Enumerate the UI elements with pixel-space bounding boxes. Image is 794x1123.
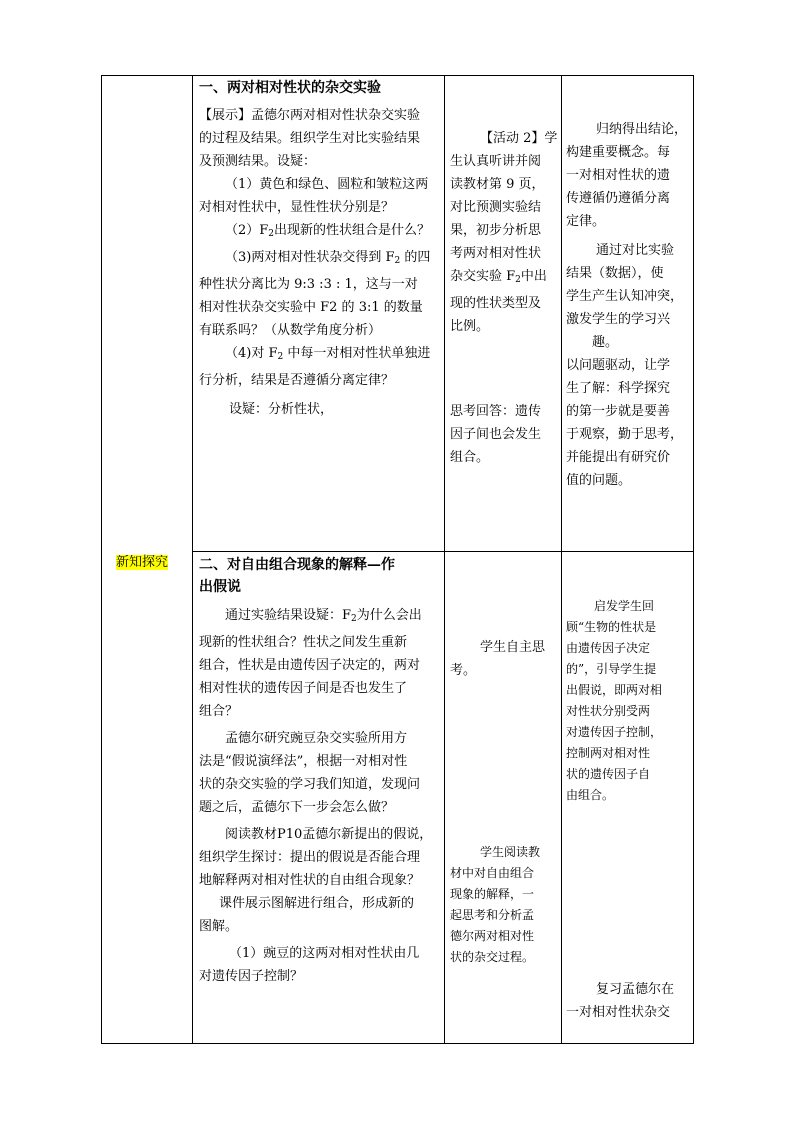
student-line: 读教材第 9 页， [450,177,545,192]
part1-heading: 一、两对相对性状的杂交实验 [199,80,381,96]
part2-student-cell [450,636,560,976]
section-label-cell [116,551,186,571]
teacher-line: 现新的性状组合？性状之间发生重新 [199,635,408,650]
student-line: 材中对自由组合 [450,866,535,880]
teacher-line: 法是“假说演绎法”，根据一对相对性 [199,754,408,769]
intent-line: 结果（数据），使 [566,266,664,281]
teacher-line: 对遗传因子控制？ [199,969,304,984]
student-line: 学生自主思 [480,640,546,655]
intent-line: 学生产生认知冲突， [566,289,684,304]
student-line: 考两对相对性状 [450,246,542,261]
intent-line: 状的遗传因子自 [566,767,651,781]
intent-line: 由遗传因子决定 [566,641,651,655]
student-line: 【活动 2】学 [480,131,558,146]
teacher-line: 地解释两对相对性状的自由组合现象？ [199,873,421,888]
intent-line: 以问题驱动，让学 [566,358,671,373]
part2-heading: 二、对自由组合现象的解释—作 [199,557,395,573]
intent-line: 生了解：科学探究 [566,381,671,396]
intent-line: 的第一步就是要善 [566,404,671,419]
intent-line: 由组合。 [566,788,615,802]
table-top-border [101,75,694,76]
student-line: 生认真听讲并阅 [450,154,542,169]
intent-line: 构建重要概念。每 [566,145,671,160]
teacher-line: 组合，性状是由遗传因子决定的，两对 [199,658,421,673]
intent-line: 的”，引导学生提 [566,662,657,676]
intent-line: 并能提出有研究价 [566,450,671,465]
student-line: 因子间也会发生 [450,427,542,442]
teacher-line: 通过实验结果设疑：$F_2$为什么会出 [225,608,422,624]
teacher-line: 对相对性状中，显性性状分别是？ [199,200,395,215]
intent-line: 对遗传因子控制， [566,725,663,739]
column-divider-3 [561,75,562,1044]
teacher-line: 状的杂交实验的学习我们知道，发现问 [199,777,421,792]
teacher-line: 有联系吗？（从数学角度分析） [199,323,382,338]
student-line: 组合。 [450,450,490,465]
row-divider [192,551,694,552]
part2-heading: 出假说 [199,579,241,595]
intent-line: 一对相对性状的遗 [566,168,671,183]
intent-line: 激发学生的学习兴 [566,312,671,327]
intent-line: 于观察，勤于思考， [566,427,684,442]
teacher-line: 种性状分离比为 9:3 :3 : 1，这与一对 [199,277,418,292]
student-line: 比例。 [450,319,490,334]
student-line: 对比预测实验结 [450,200,542,215]
student-line: 思考回答：遗传 [450,404,542,419]
teacher-line: 组织学生探讨：提出的假说是否能合理 [199,850,421,865]
student-line: 杂交实验 $F_2$中出 [450,269,547,285]
intent-line: 控制两对相对性 [566,746,651,760]
intent-line: 定律。 [566,214,606,229]
table-bottom-border [101,1043,694,1044]
part1-student-cell [450,127,560,507]
part1-teacher-cell [199,77,444,551]
teacher-line: 课件展示图解进行组合，形成新的 [219,896,415,911]
teacher-line: 图解。 [199,919,239,934]
student-line: 果，初步分析思 [450,223,542,238]
intent-line: 顾“生物的性状是 [566,620,657,634]
teacher-line: 设疑：分析性状， [229,402,334,417]
teacher-line: 孟德尔研究豌豆杂交实验所用方 [225,731,408,746]
teacher-line: （1）豌豆的这两对相对性状由几 [229,946,420,961]
intent-line: 出假说，即两对相 [566,683,663,697]
teacher-line: 相对性状的遗传因子间是否也发生了 [199,681,408,696]
student-line: 德尔两对相对性 [450,929,535,943]
intent-line: 一对相对性状杂交 [566,1005,671,1020]
intent-line: 归纳得出结论， [596,122,688,137]
student-line: 考。 [450,663,477,678]
teacher-line: 题之后，孟德尔下一步会怎么做？ [199,800,395,815]
intent-line: 通过对比实验 [596,243,675,258]
teacher-line: （4)对 $F_2$ 中每一对相对性状单独进 [225,346,431,362]
teacher-line: $(2)F_2$出现新的性状组合是什么？ [225,223,431,239]
section-label: 新知探究 [116,555,169,570]
student-line: 状的杂交过程。 [450,950,535,964]
table-right-border [693,75,694,1044]
teacher-line: 组合？ [199,704,239,719]
teacher-line: 【展示】孟德尔两对相对性状杂交实验 [199,108,421,123]
student-line: 学生阅读教 [480,845,541,859]
intent-line: 传遵循仍遵循分离 [566,191,671,206]
column-divider-1 [192,75,193,1044]
student-line: 现的性状类型及 [450,296,542,311]
intent-line: 复习孟德尔在 [596,982,675,997]
teacher-line: 及预测结果。设疑： [199,154,317,169]
teacher-line: 阅读教材P10孟德尔新提出的假说， [225,827,433,842]
intent-line: 值的问题。 [566,473,632,488]
student-line: 现象的解释，一 [450,887,535,901]
teacher-line: （3)两对相对性状杂交得到 $F_2$ 的四 [225,250,431,266]
teacher-line: （1）黄色和绿色、圆粒和皱粒这两 [225,177,429,192]
table-left-border [101,75,102,1044]
teacher-line: 的过程及结果。组织学生对比实验结果 [199,131,421,146]
teacher-line: 相对性状杂交实验中 F2 的 3:1 的数量 [199,300,423,315]
intent-line: 启发学生回 [594,599,655,613]
intent-line: 对性状分别受两 [566,704,651,718]
part1-intent-cell [566,118,693,550]
intent-line: 趣。 [592,335,619,350]
part2-intent-cell [566,596,693,1043]
teacher-line: 行分析，结果是否遵循分离定律？ [199,373,395,388]
column-divider-2 [444,75,445,1044]
student-line: 起思考和分析孟 [450,908,535,922]
part2-teacher-cell [199,554,444,1043]
